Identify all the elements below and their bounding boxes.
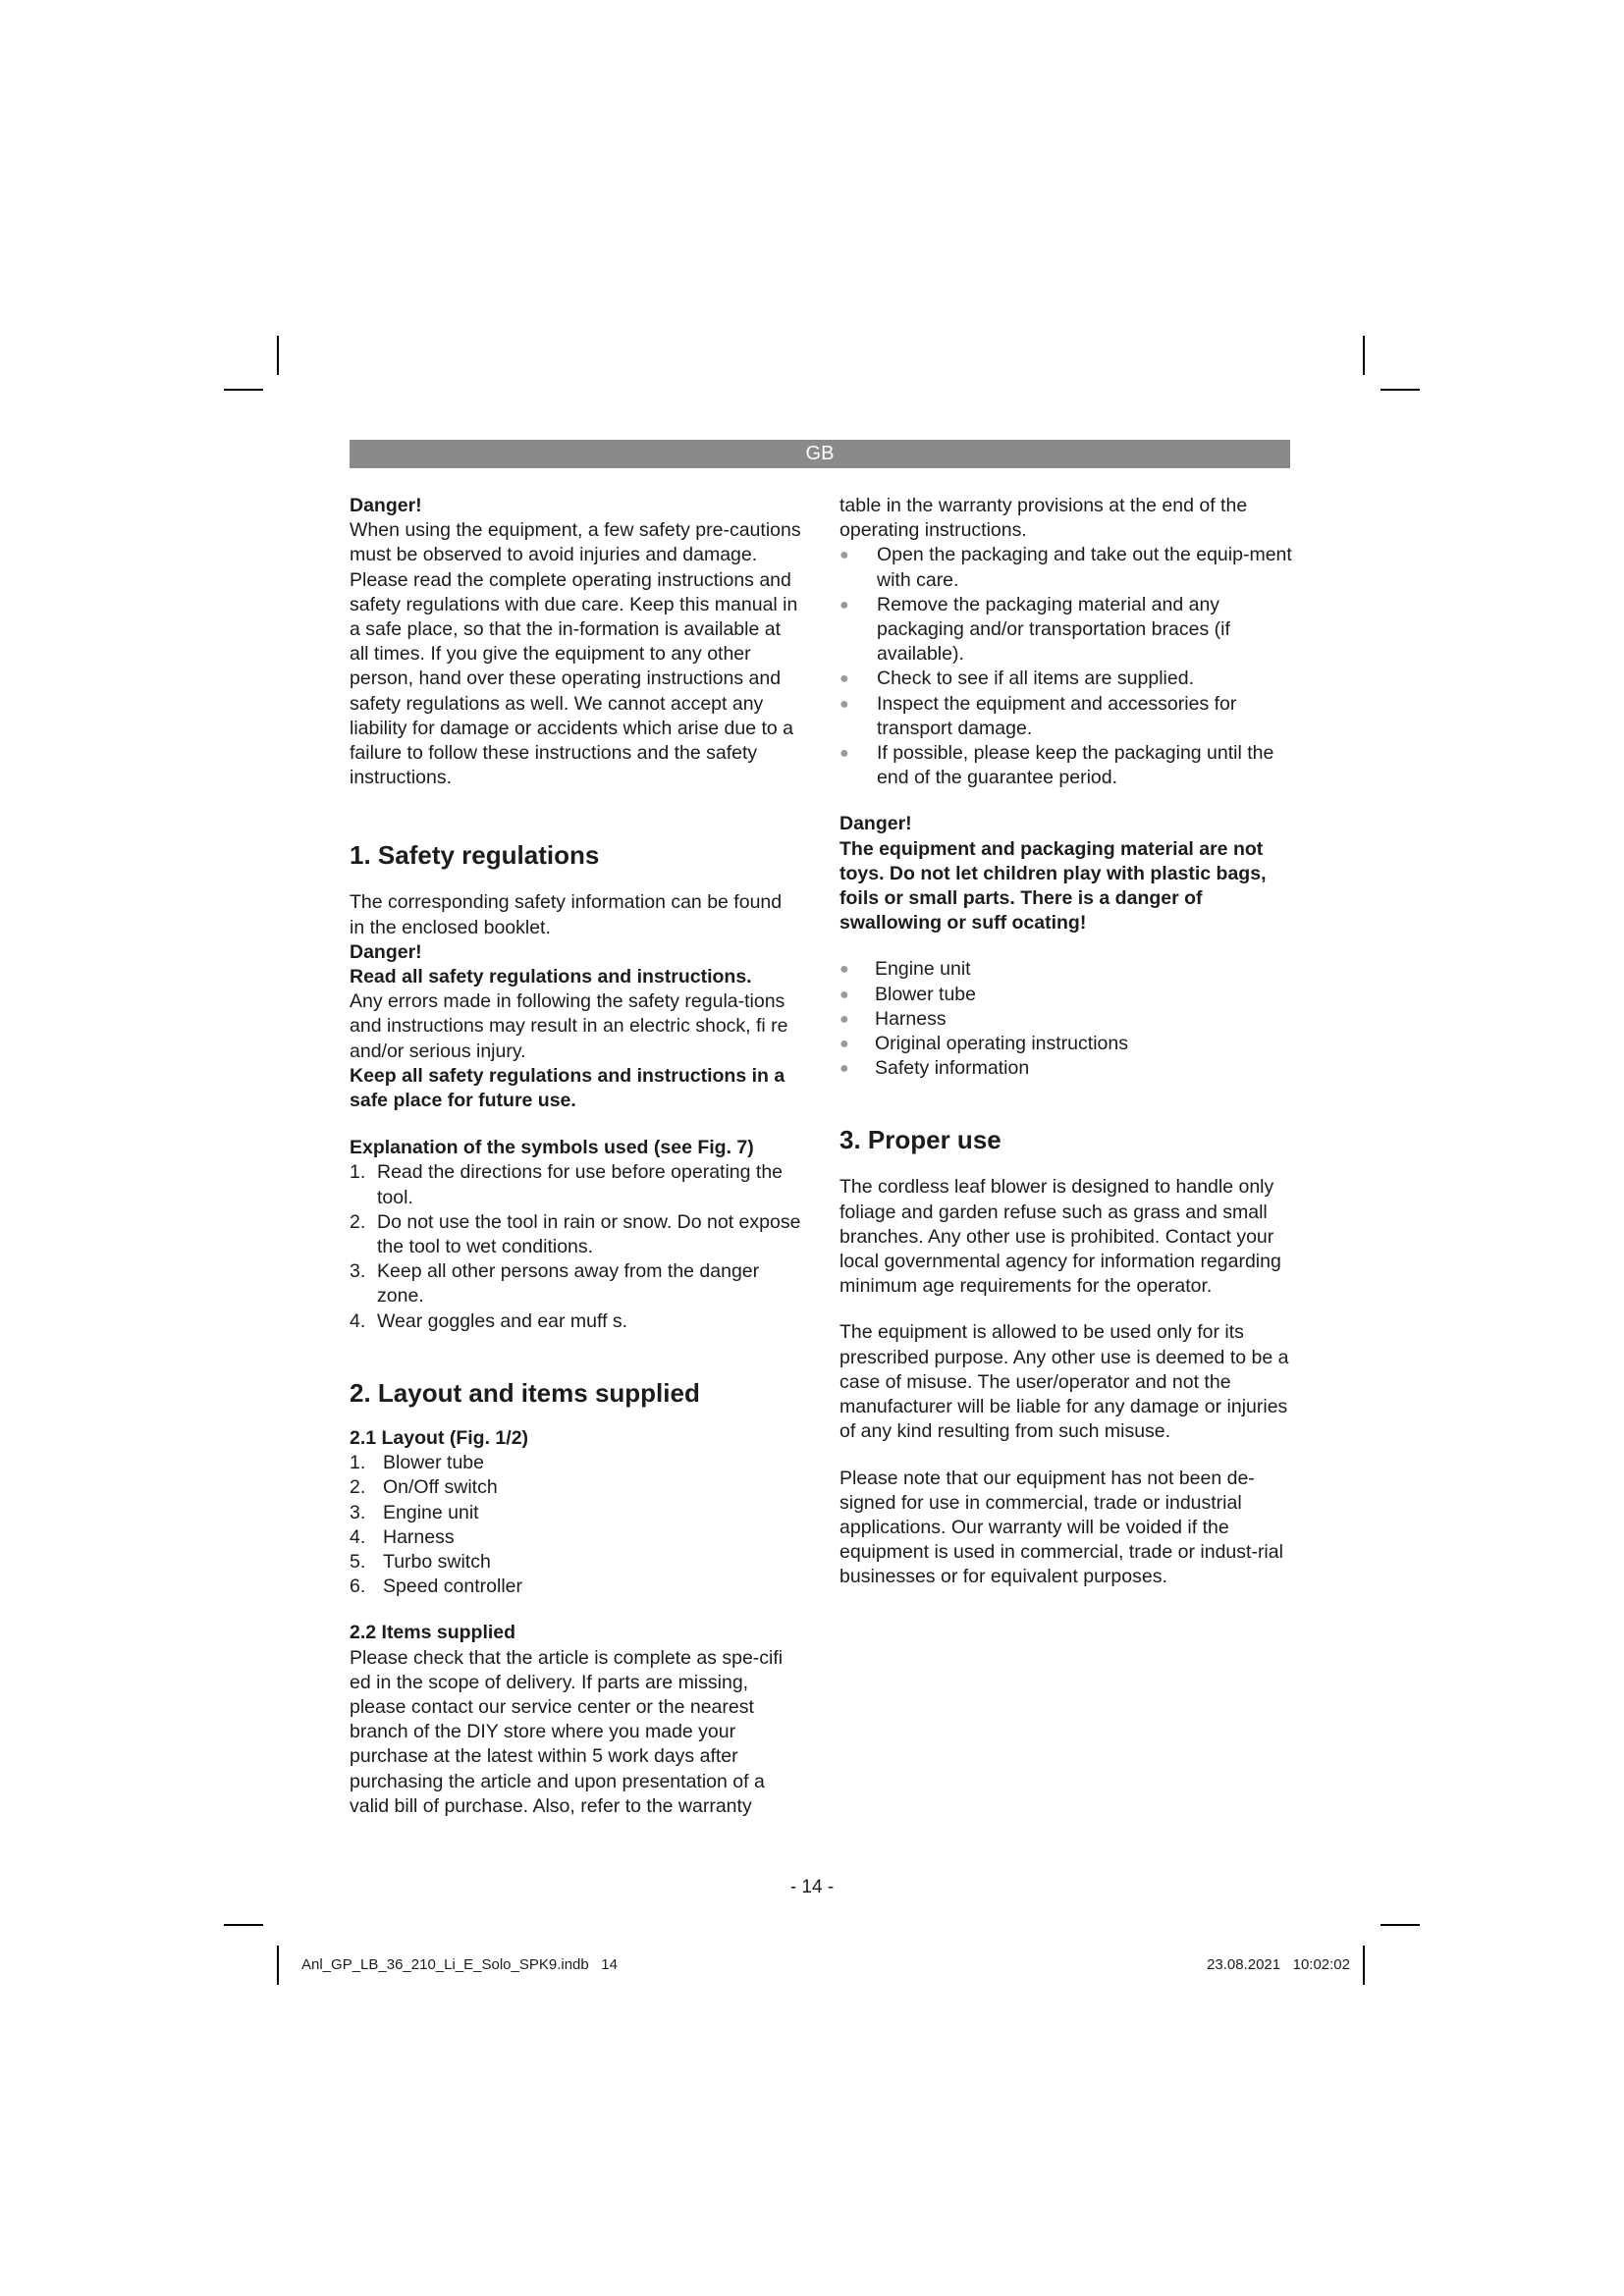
- list-item-text: Engine unit: [383, 1501, 479, 1523]
- list-item-text: Wear goggles and ear muff s.: [377, 1309, 628, 1332]
- list-item: [839, 667, 1301, 691]
- list-item-number: 2.: [350, 1476, 366, 1499]
- symbols-list: [350, 1160, 801, 1333]
- crop-mark-bottom-right-horizontal: [1380, 1924, 1420, 1926]
- bullet-icon: ●: [839, 695, 849, 713]
- bullet-icon: ●: [839, 670, 849, 688]
- crop-mark-top-right-horizontal: [1380, 389, 1420, 391]
- list-item-text: Remove the packaging material and any packaging and/or transportation braces (if available).: [877, 593, 1230, 666]
- crop-mark-bottom-right-vertical: [1363, 1946, 1365, 1985]
- safety-danger-label: Danger!: [350, 940, 422, 963]
- list-item-number: 5.: [350, 1550, 366, 1573]
- list-item: [839, 983, 1301, 1007]
- list-item-number: 6.: [350, 1575, 366, 1598]
- safety-intro: The corresponding safety information can be found in the enclosed booklet.: [350, 891, 783, 938]
- list-item-text: Engine unit: [875, 958, 971, 981]
- list-item: [839, 593, 1301, 667]
- proper-use-paragraph-1: The cordless leaf blower is designed to handle only foliage and garden refuse such as grass and small branches. Any other use is prohibited. Contact your local governmental agency for information regarding minimum age requirements for the operator.: [839, 1176, 1281, 1298]
- list-item-text: Turbo switch: [383, 1550, 491, 1573]
- list-item: [839, 1056, 1301, 1081]
- list-item-number: 2.: [350, 1210, 366, 1233]
- footer-timestamp: 23.08.2021 10:02:02: [1207, 1956, 1350, 1973]
- list-item-text: Harness: [383, 1525, 455, 1548]
- danger-toys-warning: The equipment and packaging material are not toys. Do not let children play with plastic bags, foils or small parts. There is a danger of swallowing or suff ocating!: [839, 837, 1267, 934]
- list-item: [350, 1210, 801, 1259]
- left-column: [350, 494, 801, 1819]
- list-item-text: Original operating instructions: [875, 1033, 1128, 1055]
- symbols-heading: Explanation of the symbols used (see Fig. 7): [350, 1137, 754, 1159]
- supplied-items-list: [839, 957, 1301, 1081]
- unpacking-list: [839, 543, 1301, 790]
- list-item: [350, 1309, 801, 1334]
- list-item-text: Inspect the equipment and accessories for transport damage.: [877, 692, 1237, 739]
- list-item: [350, 1451, 801, 1475]
- list-item-text: Keep all other persons away from the danger zone.: [377, 1260, 760, 1308]
- crop-mark-top-left-vertical: [277, 336, 279, 375]
- section-3-heading: 3. Proper use: [839, 1125, 1001, 1155]
- bullet-icon: ●: [839, 1036, 849, 1053]
- list-item-number: 1.: [350, 1452, 366, 1474]
- list-item-text: On/Off switch: [383, 1476, 498, 1499]
- crop-mark-top-right-vertical: [1363, 336, 1365, 375]
- list-item: [350, 1259, 801, 1308]
- list-item: [839, 741, 1301, 790]
- footer-filename: Anl_GP_LB_36_210_Li_E_Solo_SPK9.indb 14: [301, 1956, 618, 1973]
- bullet-icon: ●: [839, 1010, 849, 1028]
- section-1-heading: 1. Safety regulations: [350, 840, 600, 871]
- list-item-number: 4.: [350, 1309, 366, 1332]
- list-item-text: Harness: [875, 1007, 947, 1030]
- list-item-text: Blower tube: [383, 1452, 484, 1474]
- list-item-text: Speed controller: [383, 1575, 523, 1598]
- proper-use-paragraph-2: The equipment is allowed to be used only for its prescribed purpose. Any other use is deemed to be a case of misuse. The user/operator and not the manufacturer will be liable for any damage or injuries of any kind resulting from such misuse.: [839, 1321, 1289, 1443]
- list-item: [839, 957, 1301, 982]
- crop-mark-bottom-left-horizontal: [224, 1924, 263, 1926]
- list-item-number: 4.: [350, 1525, 366, 1548]
- list-item: [839, 543, 1301, 592]
- page-number: - 14 -: [789, 1877, 835, 1897]
- layout-heading: 2.1 Layout (Fig. 1/2): [350, 1426, 529, 1449]
- errors-text: Any errors made in following the safety regula-tions and instructions may result in an electric shock, fi re and/or serious injury.: [350, 990, 788, 1062]
- list-item-text: Read the directions for use before operating the tool.: [377, 1161, 784, 1208]
- keep-all-instructions: Keep all safety regulations and instructions in a safe place for future use.: [350, 1064, 785, 1112]
- danger-text: When using the equipment, a few safety pre-cautions must be observed to avoid injuries and damage. Please read the complete operating instructions and safety regulations with due care. Keep this manual in a safe place, so that the in-formation is available at all times. If you give the equipment to any other person, hand over these operating instructions and safety regulations as well. We cannot accept any liability for damage or accidents which arise due to a failure to follow these instructions and the safety instructions.: [350, 519, 801, 789]
- list-item: [839, 1032, 1301, 1056]
- bullet-icon: ●: [839, 961, 849, 979]
- list-item-text: Open the packaging and take out the equip-ment with care.: [877, 544, 1292, 591]
- items-supplied-heading: 2.2 Items supplied: [350, 1622, 516, 1644]
- list-item-text: Safety information: [875, 1057, 1030, 1080]
- list-item: [839, 1007, 1301, 1032]
- danger-title-right: Danger!: [839, 813, 912, 835]
- list-item-number: 1.: [350, 1161, 366, 1184]
- list-item: [350, 1501, 801, 1525]
- right-column: [839, 494, 1301, 1590]
- section-2-heading: 2. Layout and items supplied: [350, 1377, 700, 1408]
- bullet-icon: ●: [839, 986, 849, 1003]
- list-item: [350, 1550, 801, 1575]
- list-item: [350, 1525, 801, 1550]
- crop-mark-top-left-horizontal: [224, 389, 263, 391]
- list-item: [839, 692, 1301, 741]
- proper-use-paragraph-3: Please note that our equipment has not been de-signed for use in commercial, trade or industrial applications. Our warranty will be voided if the equipment is used in commercial, trade or indust-rial businesses or for equivalent purposes.: [839, 1467, 1283, 1588]
- layout-list: [350, 1451, 801, 1599]
- list-item-text: If possible, please keep the packaging until the end of the guarantee period.: [877, 742, 1274, 789]
- list-item-text: Check to see if all items are supplied.: [877, 667, 1194, 690]
- list-item: [350, 1475, 801, 1500]
- crop-mark-bottom-left-vertical: [277, 1946, 279, 1985]
- read-all-instructions: Read all safety regulations and instructions.: [350, 966, 752, 988]
- list-item-number: 3.: [350, 1501, 366, 1523]
- bullet-icon: ●: [839, 1060, 849, 1078]
- list-item-number: 3.: [350, 1260, 366, 1283]
- bullet-icon: ●: [839, 596, 849, 614]
- items-supplied-text: Please check that the article is complete as spe-cifi ed in the scope of delivery. If parts are missing, please contact our service center or the nearest branch of the DIY store where you made your purchase at the latest within 5 work days after purchasing the article and upon presentation of a valid bill of purchase. Also, refer to the warranty: [350, 1646, 784, 1817]
- bullet-icon: ●: [839, 745, 849, 763]
- list-item: [350, 1160, 801, 1209]
- bullet-icon: ●: [839, 547, 849, 564]
- list-item: [350, 1575, 801, 1599]
- language-header-bar: GB: [350, 440, 1290, 468]
- list-item-text: Do not use the tool in rain or snow. Do not expose the tool to wet conditions.: [377, 1210, 801, 1258]
- danger-title: Danger!: [350, 495, 422, 516]
- continuation-text: table in the warranty provisions at the end of the operating instructions.: [839, 495, 1248, 542]
- list-item-text: Blower tube: [875, 983, 976, 1005]
